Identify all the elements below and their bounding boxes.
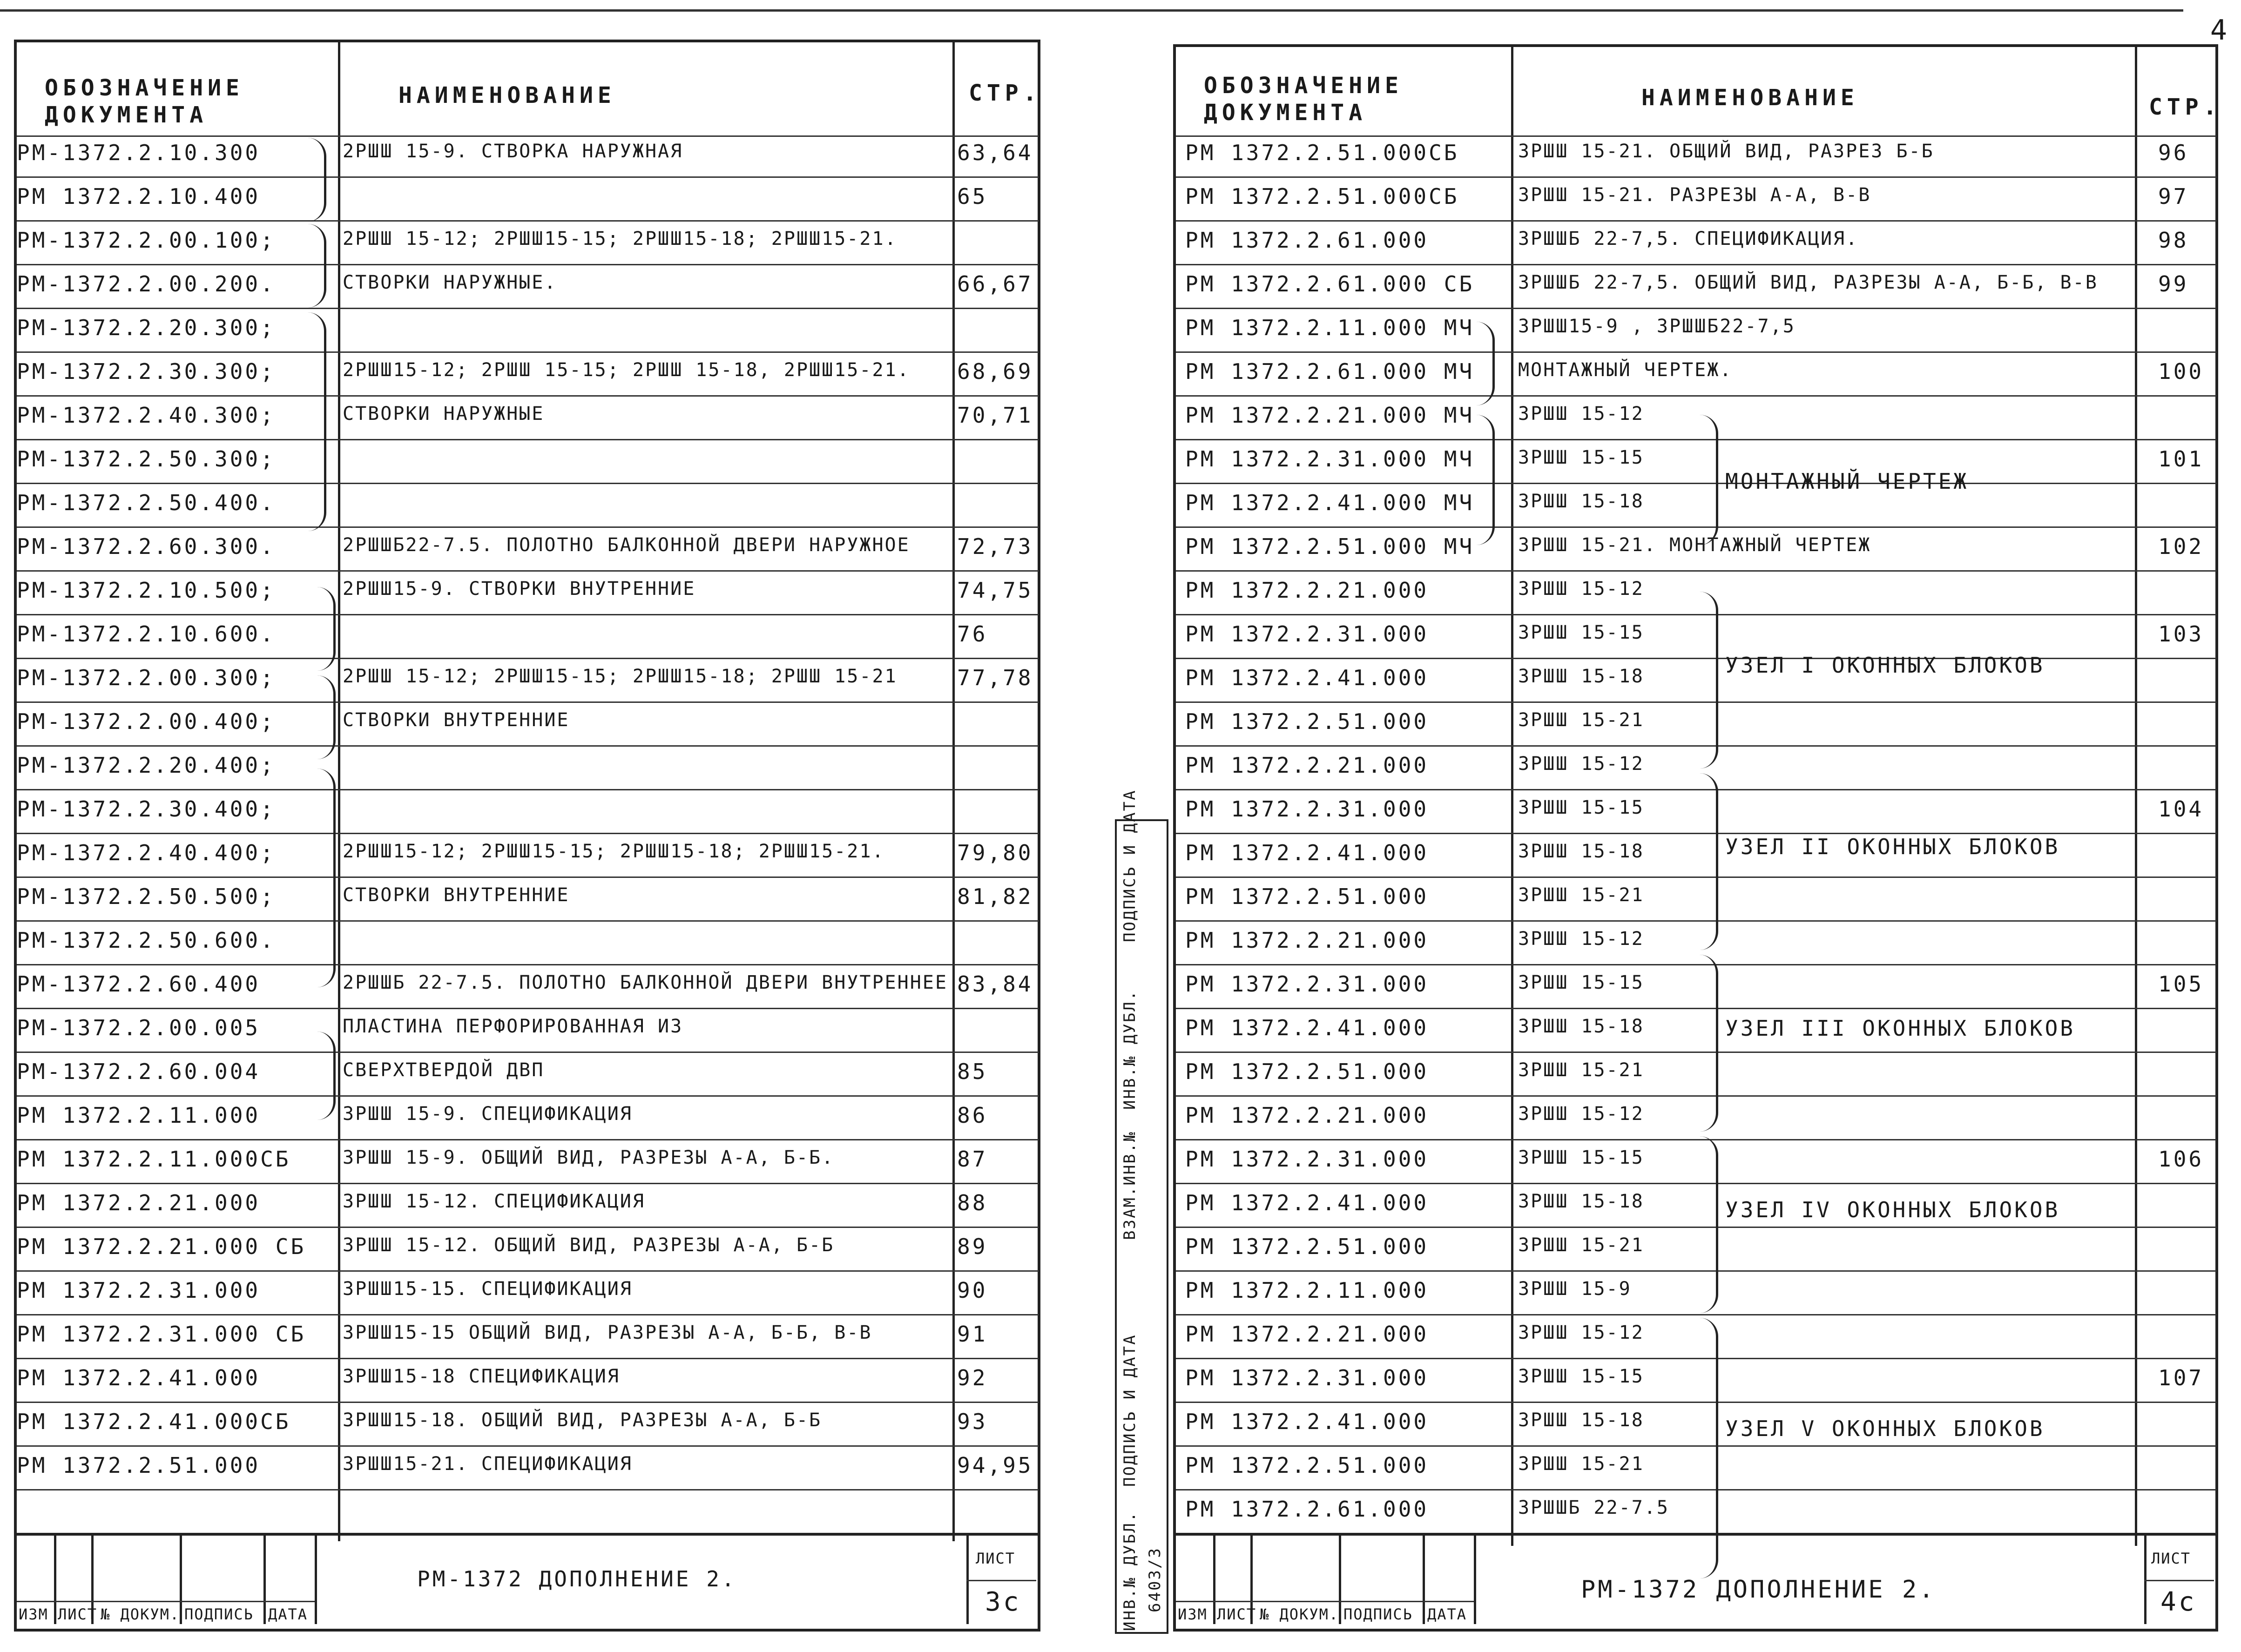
right-sheet [1173,44,2221,1632]
row-name: 3РШШ 15-15 [1518,622,1644,643]
stamp-col-date: ДАТА [268,1605,308,1623]
row-code: РМ-1372.2.60.004 [17,1059,261,1084]
row-separator [17,264,1039,265]
row-code: РМ 1372.2.61.000 СБ [1185,271,1475,297]
row-code: РМ 1372.2.21.000 МЧ [1185,403,1475,428]
row-page: 94,95 [957,1453,1033,1478]
row-separator [1176,570,2216,572]
left-brace-7 [315,1032,336,1120]
left-header-code: ОБОЗНАЧЕНИЕ ДОКУМЕНТА [45,75,244,128]
row-code: РМ-1372.2.60.400 [17,971,261,997]
row-code: РМ-1372.2.30.400; [17,796,276,822]
row-name: 3РШШ 15-15 [1518,972,1644,993]
row-separator [1176,1489,2216,1490]
row-name: 3РШШ 15-21 [1518,1059,1644,1081]
row-page: 88 [957,1190,988,1215]
right-stamp-title: РМ-1372 ДОПОЛНЕНИЕ 2. [1581,1576,1936,1604]
left-brace-6 [315,769,336,987]
row-page: 105 [2158,971,2204,997]
row-separator [17,964,1039,965]
page-number: 4 [2210,14,2227,47]
side-label: ВЗАМ.ИНВ.№ [1120,1131,1139,1240]
row-code: РМ-1372.2.00.400; [17,709,276,734]
row-separator [17,745,1039,747]
row-page: 103 [2158,621,2204,647]
right-stamp-sheet-label: ЛИСТ [2151,1550,2191,1567]
row-page: 85 [957,1059,988,1084]
left-header-name: НАИМЕНОВАНИЕ [398,82,616,108]
row-separator [17,1183,1039,1184]
row-page: 87 [957,1146,988,1172]
row-code: РМ 1372.2.11.000 МЧ [1185,315,1475,340]
side-label: ПОДПИСЬ И ДАТА [1120,1334,1139,1487]
row-code: РМ 1372.2.11.000 [1185,1278,1429,1303]
row-separator [1176,1008,2216,1009]
row-name: 3РШШ 15-15 [1518,1147,1644,1168]
row-separator [1176,789,2216,790]
row-code: РМ-1372.2.00.200. [17,271,276,297]
row-name: 3РШШ15-15 ОБЩИЙ ВИД, РАЗРЕЗЫ А-А, Б-Б, В-В [343,1322,872,1343]
stamp-col-sign: ПОДПИСЬ [184,1605,254,1623]
row-separator [1176,833,2216,834]
row-code: РМ-1372.2.40.400; [17,840,276,865]
row-separator [1176,614,2216,615]
row-code: РМ-1372.2.00.100; [17,228,276,253]
binding-side-column [1115,789,1168,1634]
row-name: 3РШШ 15-21. ОБЩИЙ ВИД, РАЗРЕЗ Б-Б [1518,141,1934,162]
row-separator [1176,351,2216,353]
row-separator [17,1358,1039,1359]
row-separator [17,570,1039,572]
row-separator [17,614,1039,615]
row-name: 3РШШБ 22-7,5. СПЕЦИФИКАЦИЯ. [1518,228,1859,249]
right-header-line [1176,135,2216,137]
row-code: РМ 1372.2.51.000 [1185,1059,1429,1084]
top-border-line [0,9,2183,12]
row-name: 3РШШ 15-9. ОБЩИЙ ВИД, РАЗРЕЗЫ А-А, Б-Б. [343,1147,835,1168]
row-name: 3РШШ 15-15 [1518,447,1644,468]
row-code: РМ 1372.2.21.000 [1185,1103,1429,1128]
row-code: РМ-1372.2.30.300; [17,359,276,384]
row-page: 83,84 [957,971,1033,997]
row-separator [1176,220,2216,222]
row-page: 104 [2158,796,2204,822]
row-code: РМ 1372.2.41.000 [1185,665,1429,690]
row-name: 2РШШ 15-12; 2РШШ15-15; 2РШШ15-18; 2РШШ 15-21 [343,666,898,687]
row-code: РМ 1372.2.61.000 [1185,228,1429,253]
group-label-montage: МОНТАЖНЫЙ ЧЕРТЕЖ [1725,469,1969,494]
row-code: РМ 1372.2.10.400 [17,184,261,209]
row-name: 3РШШ 15-18 [1518,1191,1644,1212]
row-separator [1176,658,2216,659]
row-name: СТВОРКИ ВНУТРЕННИЕ [343,709,570,731]
row-code: РМ 1372.2.31.000 [1185,971,1429,997]
row-name: 3РШШ 15-18 [1518,841,1644,862]
row-separator [1176,526,2216,528]
row-name: 2РШШ15-12; 2РШШ15-15; 2РШШ15-18; 2РШШ15-21. [343,841,885,862]
row-code: РМ 1372.2.51.000 МЧ [1185,534,1475,559]
row-separator [17,1314,1039,1315]
right-brace-montage-codes [1474,322,1495,405]
group-label-uzel5: УЗЕЛ V ОКОННЫХ БЛОКОВ [1725,1416,2045,1441]
row-separator [1176,264,2216,265]
row-separator [17,1489,1039,1490]
row-name: 2РШШБ22-7.5. ПОЛОТНО БАЛКОННОЙ ДВЕРИ НАРУЖНОЕ [343,534,910,556]
row-separator [1176,308,2216,309]
row-name: 3РШШ 15-12 [1518,403,1644,425]
right-brace-uzel3 [1697,955,1718,1132]
left-header-page: СТР. [969,80,1041,106]
row-code: РМ-1372.2.10.300 [17,140,261,165]
row-name: 3РШШ 15-21. МОНТАЖНЫЙ ЧЕРТЕЖ [1518,534,1871,556]
row-separator [1176,176,2216,178]
left-brace-2 [305,224,326,308]
row-name: 3РШШ 15-18 [1518,1409,1644,1431]
row-code: РМ 1372.2.31.000 [1185,1365,1429,1390]
right-stamp-sheet: 4с [2160,1587,2197,1617]
row-separator [17,395,1039,397]
left-title-block [17,1533,1038,1629]
row-code: РМ-1372.2.00.005 [17,1015,261,1040]
row-code: РМ 1372.2.41.000 [1185,1409,1429,1434]
row-name: 3РШШ 15-12 [1518,753,1644,775]
row-code: РМ-1372.2.20.400; [17,753,276,778]
right-header-page: СТР. [2149,94,2221,120]
row-separator [1176,1227,2216,1228]
row-separator [1176,439,2216,440]
row-code: РМ 1372.2.31.000 [1185,621,1429,647]
left-brace-5 [315,675,336,759]
stamp-col-izm: ИЗМ [19,1605,48,1623]
row-name: 3РШШ 15-9 [1518,1278,1632,1300]
row-code: РМ-1372.2.10.500; [17,578,276,603]
left-header-line [17,135,1039,137]
row-page: 63,64 [957,140,1033,165]
row-page: 107 [2158,1365,2204,1390]
row-page: 66,67 [957,271,1033,297]
row-code: РМ 1372.2.21.000 [1185,928,1429,953]
right-brace-montage [1697,415,1718,545]
row-code: РМ 1372.2.41.000СБ [17,1409,291,1434]
row-separator [1176,920,2216,922]
row-name: 3РШШ15-15. СПЕЦИФИКАЦИЯ [343,1278,633,1300]
row-code: РМ-1372.2.50.500; [17,884,276,909]
row-page: 76 [957,621,988,647]
row-separator [1176,1358,2216,1359]
row-name: 3РШШ 15-21 [1518,1234,1644,1256]
group-label-uzel4: УЗЕЛ IV ОКОННЫХ БЛОКОВ [1725,1197,2060,1222]
row-name: 3РШШ 15-15 [1518,1366,1644,1387]
stamp-col-izm: ИЗМ [1178,1605,1208,1623]
stamp-col-doc: № ДОКУМ. [101,1605,180,1623]
row-code: РМ 1372.2.31.000 МЧ [1185,446,1475,472]
row-code: РМ 1372.2.21.000 [1185,578,1429,603]
group-label-uzel3: УЗЕЛ III ОКОННЫХ БЛОКОВ [1725,1016,2075,1041]
row-code: РМ-1372.2.50.400. [17,490,276,515]
row-page: 74,75 [957,578,1033,603]
row-name: СТВОРКИ НАРУЖНЫЕ. [343,272,557,293]
side-label: ИНВ.№ ДУБЛ. [1120,989,1139,1110]
row-name: 3РШШ 15-21. РАЗРЕЗЫ А-А, В-В [1518,184,1871,206]
row-code: РМ-1372.2.50.600. [17,928,276,953]
right-brace-montage-codes-2 [1474,415,1495,545]
row-name: 3РШШ 15-12 [1518,578,1644,600]
row-separator [17,220,1039,222]
left-stamp-title: РМ-1372 ДОПОЛНЕНИЕ 2. [417,1566,737,1591]
group-label-uzel1: УЗЕЛ I ОКОННЫХ БЛОКОВ [1725,653,2045,678]
row-code: РМ 1372.2.41.000 [1185,840,1429,865]
row-separator [1176,483,2216,484]
row-code: РМ 1372.2.21.000 СБ [17,1234,306,1259]
row-name: 2РШШ 15-12; 2РШШ15-15; 2РШШ15-18; 2РШШ15-21. [343,228,898,249]
row-code: РМ 1372.2.31.000 [17,1278,261,1303]
row-separator [1176,964,2216,965]
row-name: 2РШШБ 22-7.5. ПОЛОТНО БАЛКОННОЙ ДВЕРИ ВНУТРЕННЕЕ [343,972,948,993]
row-code: РМ 1372.2.51.000СБ [1185,184,1459,209]
row-separator [1176,1445,2216,1447]
row-name: 3РШШ 15-21 [1518,884,1644,906]
row-page: 97 [2158,184,2189,209]
row-separator [17,789,1039,790]
row-name: 2РШШ15-9. СТВОРКИ ВНУТРЕННИЕ [343,578,696,600]
row-name: 3РШШ 15-9. СПЕЦИФИКАЦИЯ [343,1103,633,1125]
row-code: РМ 1372.2.11.000СБ [17,1146,291,1172]
row-code: РМ 1372.2.51.000 [17,1453,261,1478]
right-brace-uzel1 [1697,592,1718,769]
row-page: 106 [2158,1146,2204,1172]
row-name: СТВОРКИ НАРУЖНЫЕ [343,403,545,425]
row-separator [17,1095,1039,1097]
row-separator [17,1008,1039,1009]
row-code: РМ 1372.2.51.000СБ [1185,140,1459,165]
row-page: 101 [2158,446,2204,472]
row-name: 3РШШ15-18. ОБЩИЙ ВИД, РАЗРЕЗЫ А-А, Б-Б [343,1409,822,1431]
row-separator [1176,1139,2216,1140]
row-page: 86 [957,1103,988,1128]
row-name: 3РШШ 15-18 [1518,1016,1644,1037]
row-separator [1176,1270,2216,1272]
right-title-block [1176,1533,2215,1629]
row-page: 90 [957,1278,988,1303]
row-separator [17,920,1039,922]
row-name: 3РШШ 15-21 [1518,709,1644,731]
row-separator [17,1402,1039,1403]
row-separator [17,877,1039,878]
left-brace-3 [305,312,326,531]
row-separator [17,1139,1039,1140]
left-stamp-sheet-label: ЛИСТ [976,1550,1016,1567]
row-code: РМ 1372.2.61.000 [1185,1497,1429,1522]
row-name: 3РШШ15-21. СПЕЦИФИКАЦИЯ [343,1453,633,1475]
row-separator [1176,745,2216,747]
stamp-col-doc: № ДОКУМ. [1260,1605,1339,1623]
row-code: РМ 1372.2.51.000 [1185,1234,1429,1259]
row-page: 99 [2158,271,2189,297]
side-stamp-number: 6403/3 [1146,1547,1164,1612]
left-brace-4 [315,587,336,671]
row-code: РМ 1372.2.41.000 МЧ [1185,490,1475,515]
row-code: РМ 1372.2.31.000 [1185,796,1429,822]
row-name: 3РШШБ 22-7.5 [1518,1497,1669,1518]
row-separator [17,701,1039,703]
row-code: РМ-1372.2.40.300; [17,403,276,428]
row-page: 93 [957,1409,988,1434]
row-separator [17,308,1039,309]
row-page: 91 [957,1322,988,1347]
side-label: ИНВ.№ ДУБЛ. [1120,1510,1139,1631]
row-code: РМ-1372.2.60.300. [17,534,276,559]
row-page: 65 [957,184,988,209]
row-code: РМ-1372.2.10.600. [17,621,276,647]
stamp-col-sign: ПОДПИСЬ [1343,1605,1413,1623]
row-separator [17,483,1039,484]
row-separator [17,526,1039,528]
row-separator [17,439,1039,440]
row-separator [17,658,1039,659]
row-separator [1176,1183,2216,1184]
row-separator [17,833,1039,834]
left-brace-1 [305,138,326,222]
row-page: 98 [2158,228,2189,253]
row-code: РМ 1372.2.61.000 МЧ [1185,359,1475,384]
row-code: РМ 1372.2.31.000 [1185,1146,1429,1172]
row-separator [1176,877,2216,878]
row-page: 100 [2158,359,2204,384]
row-page: 70,71 [957,403,1033,428]
row-separator [17,1445,1039,1447]
row-name: 2РШШ15-12; 2РШШ 15-15; 2РШШ 15-18, 2РШШ15-21. [343,359,910,381]
stamp-col-list: ЛИСТ [1217,1605,1257,1623]
row-code: РМ 1372.2.41.000 [17,1365,261,1390]
row-separator [17,351,1039,353]
row-page: 77,78 [957,665,1033,690]
row-code: РМ 1372.2.51.000 [1185,709,1429,734]
group-label-uzel2: УЗЕЛ II ОКОННЫХ БЛОКОВ [1725,834,2060,859]
row-code: РМ 1372.2.21.000 [1185,753,1429,778]
row-page: 79,80 [957,840,1033,865]
row-name: 3РШШ 15-21 [1518,1453,1644,1475]
row-name: СТВОРКИ ВНУТРЕННИЕ [343,884,570,906]
row-page: 89 [957,1234,988,1259]
row-name: 3РШШ 15-12. СПЕЦИФИКАЦИЯ [343,1191,645,1212]
row-code: РМ 1372.2.51.000 [1185,884,1429,909]
row-separator [17,1227,1039,1228]
row-name: 3РШШ 15-18 [1518,666,1644,687]
row-separator [17,1052,1039,1053]
row-name: 3РШШ 15-12. ОБЩИЙ ВИД, РАЗРЕЗЫ А-А, Б-Б [343,1234,835,1256]
row-separator [1176,1095,2216,1097]
right-header-name: НАИМЕНОВАНИЕ [1641,85,1859,111]
row-page: 102 [2158,534,2204,559]
right-brace-uzel4 [1697,1136,1718,1313]
row-separator [1176,701,2216,703]
right-col-divider-2 [2135,47,2137,1546]
left-sheet [14,40,1040,1632]
row-name: 3РШШБ 22-7,5. ОБЩИЙ ВИД, РАЗРЕЗЫ А-А, Б-Б, В-В [1518,272,2098,293]
row-name: 3РШШ15-9 , 3РШШБ22-7,5 [1518,316,1796,337]
row-name: 3РШШ 15-12 [1518,928,1644,950]
row-page: 72,73 [957,534,1033,559]
row-code: РМ 1372.2.21.000 [17,1190,261,1215]
row-name: 3РШШ15-18 СПЕЦИФИКАЦИЯ [343,1366,620,1387]
row-code: РМ 1372.2.41.000 [1185,1015,1429,1040]
row-code: РМ 1372.2.11.000 [17,1103,261,1128]
row-name: 3РШШ 15-18 [1518,491,1644,512]
stamp-col-list: ЛИСТ [58,1605,98,1623]
row-code: РМ-1372.2.20.300; [17,315,276,340]
right-col-divider-1 [1511,47,1513,1546]
stamp-col-date: ДАТА [1427,1605,1467,1623]
left-stamp-sheet: 3с [985,1587,1021,1617]
left-col-divider-2 [952,42,955,1541]
row-name: 2РШШ 15-9. СТВОРКА НАРУЖНАЯ [343,141,683,162]
row-name: ПЛАСТИНА ПЕРФОРИРОВАННАЯ ИЗ [343,1016,683,1037]
row-code: РМ 1372.2.41.000 [1185,1190,1429,1215]
row-separator [1176,1052,2216,1053]
row-page: 68,69 [957,359,1033,384]
row-separator [1176,1314,2216,1315]
row-code: РМ 1372.2.21.000 [1185,1322,1429,1347]
row-code: РМ 1372.2.31.000 СБ [17,1322,306,1347]
row-name: МОНТАЖНЫЙ ЧЕРТЕЖ. [1518,359,1733,381]
row-separator [17,176,1039,178]
row-separator [17,1270,1039,1272]
row-code: РМ-1372.2.50.300; [17,446,276,472]
row-page: 81,82 [957,884,1033,909]
row-name: 3РШШ 15-12 [1518,1103,1644,1125]
left-col-divider-1 [338,42,340,1541]
row-code: РМ-1372.2.00.300; [17,665,276,690]
row-page: 96 [2158,140,2189,165]
side-label: ПОДПИСЬ И ДАТА [1120,789,1139,942]
row-page: 92 [957,1365,988,1390]
row-name: 3РШШ 15-15 [1518,797,1644,818]
row-code: РМ 1372.2.51.000 [1185,1453,1429,1478]
row-name: 3РШШ 15-12 [1518,1322,1644,1343]
row-name: СВЕРХТВЕРДОЙ ДВП [343,1059,545,1081]
row-separator [1176,1402,2216,1403]
right-brace-uzel2 [1697,773,1718,950]
right-header-code: ОБОЗНАЧЕНИЕ ДОКУМЕНТА [1204,73,1403,126]
row-separator [1176,395,2216,397]
